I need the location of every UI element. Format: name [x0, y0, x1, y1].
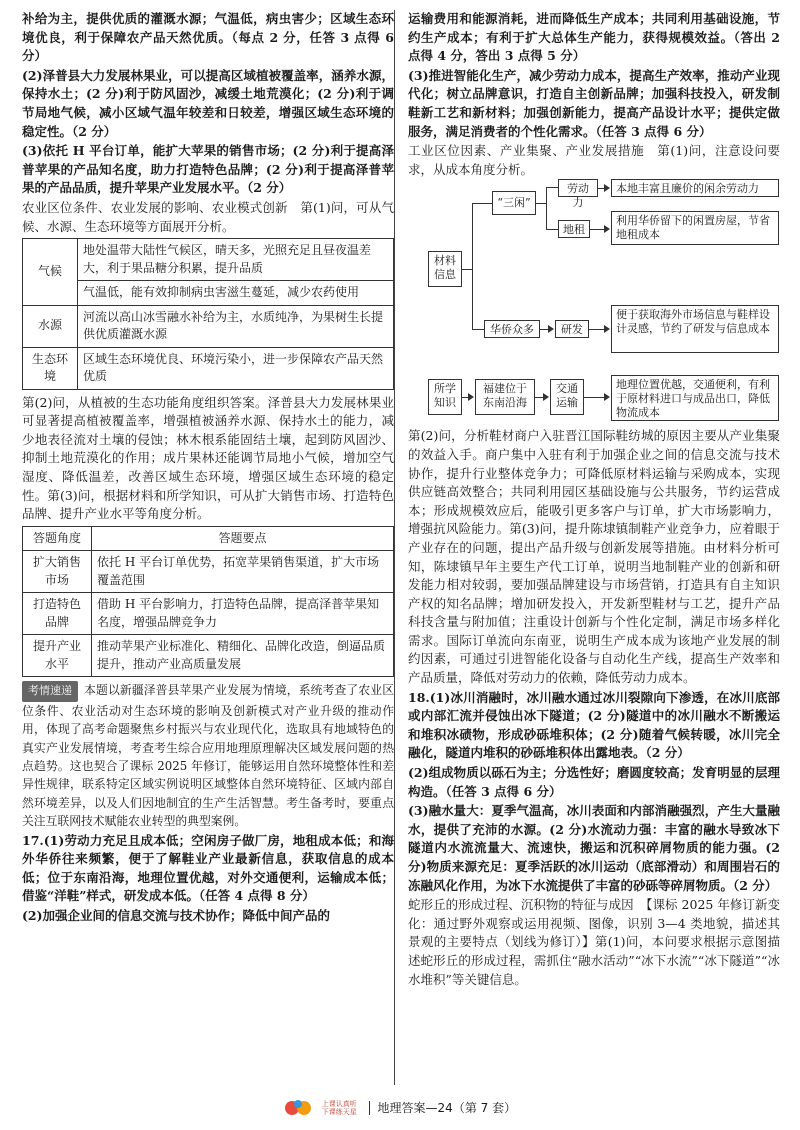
answer-16-2: (2)泽普县大力发展林果业，可以提高区域植被覆盖率，涵养水源，保持水土；(2 分)利于防风固沙，减缓土地荒漠化；(2 分)利于调节局地气候，减小区域气温年较差和日较差，增强区域生态环境的稳定性。（2 分） — [22, 67, 394, 139]
kaoqing-tag: 考情速递 — [22, 681, 78, 701]
slogan-line: 下课练天星 — [321, 1108, 357, 1116]
connector — [472, 203, 473, 329]
connector — [536, 203, 546, 204]
answer-18-1-text: (1)冰川消融时，冰川融水通过冰川裂隙向下渗透，在冰川底部或内部汇流并侵蚀出冰下隧道；(2 分)隧道中的冰川融水不断搬运和堆积冰碛物，形成砂砾堆积体；(2 分)随着气候转暖，冰川完全融化，隧道内堆积的砂砾堆积体出露地表。（2 分） — [408, 689, 780, 761]
answer-18-2: (2)组成物质以砾石为主；分选性好；磨圆度较高；发育明显的层理构造。（任答 3 点得 6 分） — [408, 765, 780, 799]
table-cell: 气温低，能有效抑制病虫害滋生蔓延，减少农药使用 — [78, 281, 394, 306]
answer-18-1 — [408, 689, 780, 763]
transport-box: 交通运输 — [550, 379, 584, 415]
answer-18-3: (3)融水量大：夏季气温高，冰川表面和内部消融强烈，产生大量融水，提供了充沛的水源。(2 分)水流动力强：丰富的融水导致冰下隧道内水流流量大、流速快，搬运和沉积碎屑物质的能力强。(2 分)物质来源充足：夏季活跃的冰川运动（底部滑动）和周围岩石的冻融风化作用，为冰下水流提供了丰富的砂砾等碎屑物质。（2 分） — [408, 803, 780, 893]
sanxian-box: “三闲” — [492, 191, 536, 215]
table-row — [23, 593, 394, 635]
page-footer — [0, 1098, 800, 1118]
table-cell-key: 提升产业水平 — [23, 635, 92, 677]
labor-box: 劳动力 — [558, 179, 598, 197]
right-column — [408, 10, 780, 990]
question-number: 18. — [408, 689, 430, 705]
climate-water-table — [22, 238, 394, 390]
table-cell-key: 气候 — [23, 239, 78, 306]
transport-desc-box: 地理位置优越，交通便利，有利于原材料进口与成品出口，降低物流成本 — [611, 375, 779, 421]
connector — [462, 269, 472, 270]
publisher-slogan — [322, 1100, 357, 1116]
cost-analysis-diagram — [408, 183, 780, 375]
table-header: 答题要点 — [92, 526, 394, 551]
arrow-line — [589, 329, 604, 330]
analysis-18: 蛇形丘的形成过程、沉积物的特征与成因 【课标 2025 年修订新变化：通过野外观察或运用视频、图像，识别 3—4 类地貌，描述其景观的主要特点（划线为修订）】第(1)问，本问要求根据示意图描述蛇形丘的形成过程，需抓住“融水活动”“冰下水流”“冰下隧道”“冰水堆积”等关键信息。 — [408, 897, 780, 987]
table-cell-key: 水源 — [23, 305, 78, 347]
answer-17-2-start: (2)加强企业间的信息交流与技术协作；降低中间产品的 — [22, 907, 331, 923]
table-header-row — [23, 526, 394, 551]
arrow-head — [543, 393, 549, 401]
location-box: 福建位于东南沿海 — [475, 379, 535, 415]
table-cell-key: 生态环境 — [23, 347, 78, 389]
connector — [472, 329, 484, 330]
table-row — [23, 281, 394, 306]
table-row — [23, 239, 394, 281]
column-divider — [394, 10, 395, 1085]
overseas-box: 华侨众多 — [484, 320, 540, 338]
question-number: 17. — [22, 832, 44, 848]
table-cell: 借助 H 平台影响力，打造特色品牌，提高泽普苹果知名度，增强品牌竞争力 — [92, 593, 394, 635]
arrow-line — [540, 329, 548, 330]
answer-16-1-tail: 补给为主，提供优质的灌溉水源；气温低，病虫害少；区域生态环境优良，利于保障农产品天然优质。（每点 2 分，任答 3 点得 6 分） — [22, 11, 394, 64]
answer-17-3: (3)推进智能化生产，减少劳动力成本，提高生产效率，推动产业现代化；树立品牌意识，打造自主创新品牌；加强科技投入，研发制鞋新工艺和新材料；加强创新能力，提高产品设计水平；提供定做服务，满足消费者的个性化需求。（任答 3 点得 6 分） — [408, 67, 780, 139]
arrow-head — [604, 325, 610, 333]
arrow-line — [590, 229, 604, 230]
table-cell-key: 打造特色品牌 — [23, 593, 92, 635]
arrow-head — [604, 225, 610, 233]
table-row — [23, 305, 394, 347]
analysis-heading-16: 农业区位条件、农业发展的影响、农业模式创新 第(1)问，可从气候、水源、生态环境等方面展开分析。 — [22, 199, 394, 234]
knowledge-box: 所学知识 — [428, 379, 462, 415]
connector — [546, 187, 547, 229]
table-row — [23, 551, 394, 593]
answer-17-1-text: (1)劳动力充足且成本低；空闲房子做厂房，地租成本低；和海外华侨往来频繁，便于了解鞋业产业最新信息，获取信息的成本低；位于东南沿海，地理位置优越，对外交通便利，运输成本低；借鉴“洋鞋”样式，研发成本低。（任答 4 点得 8 分） — [22, 832, 394, 904]
table-cell: 区域生态环境优良、环境污染小，进一步保障农产品天然优质 — [78, 347, 394, 389]
table-header: 答题角度 — [23, 526, 92, 551]
table-row — [23, 635, 394, 677]
rent-box: 地租 — [558, 220, 590, 238]
table-cell: 地处温带大陆性气候区，晴天多，光照充足且昼夜温差大，利于果品糖分积累，提升品质 — [78, 239, 394, 281]
table-cell: 推动苹果产业标准化、精细化、品牌化改造，倒逼品质提升，推动产业高质量发展 — [92, 635, 394, 677]
material-box: 材料信息 — [428, 251, 462, 287]
rd-box: 研发 — [555, 320, 589, 338]
page-number: 地理答案—24（第 7 套） — [369, 1101, 517, 1115]
arrow-line — [584, 397, 604, 398]
arrow-head — [604, 184, 610, 192]
table-row — [23, 347, 394, 389]
analysis-17-2-3: 第(2)问，分析鞋材商户入驻晋江国际鞋纺城的原因主要从产业集聚的效益入手。商户集中入驻有利于加强企业之间的信息交流与技术协作，提升行业整体竞争力；可降低原材料运输与采购成本，实现供应链高效整合；共同利用园区基础设施与公共服务，节约运营成本；形成规模效应后，能吸引更多客户与订单，扩大市场影响力，增强抗风险能力。第(3)问，提升陈埭镇制鞋产业竞争力，应着眼于产业存在的问题，提出产品升级与创新发展等措施。由材料分析可知，陈埭镇早年主要生产代工订单，说明当地制鞋产业的创新和研发能力相对较弱，要加强品牌建设与市场营销，打造具有自主知识产权的知名品牌；增加研发投入，开发新型鞋材与工艺，提升产品科技含量与附加值；注重设计创新与个性化定制，满足市场多样化需求。国际订单流向东南亚，说明生产成本成为该地产业发展的制约因素，可通过引进智能化设备与自动化生产线，提高生产效率和产品质量，降低对劳动力的依赖，降低劳动力成本。 — [408, 428, 780, 686]
connector — [546, 229, 558, 230]
answer-17-2-tail: 运输费用和能源消耗，进而降低生产成本；共同利用基础设施，节约生产成本；有利于扩大总体生产能力，获得规模效益。（答出 2 点得 4 分，答出 3 点得 5 分） — [408, 11, 780, 64]
table-cell: 河流以高山冰雪融水补给为主，水质纯净，为果树生长提供优质灌溉水源 — [78, 305, 394, 347]
arrow-head — [548, 325, 554, 333]
arrow-line — [535, 397, 543, 398]
answer-angle-table — [22, 526, 394, 678]
slogan-line: 上课认真听 — [321, 1100, 357, 1108]
analysis-16-2-3: 第(2)问，从植被的生态功能角度组织答案。泽普县大力发展林果业可显著提高植被覆盖率，增强植被涵养水源、保持水土的能力，减少地表径流对土壤的侵蚀；林木根系能固结土壤，起到防风固沙、抑制土地荒漠化的作用；成片果林还能调节局地小气候，增加空气湿度、降低温差，改善区域生态环境，增强区域生态环境的稳定性。第(3)问，根据材料和所学知识，可从扩大销售市场、打造特色品牌、提升产业水平等角度分析。 — [22, 394, 394, 522]
kaoqing-text: 本题以新疆泽普县苹果产业发展为情境，系统考查了农业区位条件、农业活动对生态环境的影响及创新模式对产业升级的推动作用，体现了高考命题聚焦乡村振兴与农业现代化，选取具有地域特色的真实产业发展情境，考查考生综合应用地理原理解决区域发展问题的热点趋势。这也契合了课标 2025 年修订，能够运用自然环境整体性和差异性规律，联系特定区域实例说明区域整体自然环境特征、区域内部自然环境差异，以及人们因地制宜的生产生活智慧。考生备考时，要重点关注互联网技术赋能农业转型的典型案例。 — [22, 683, 394, 829]
left-column — [22, 10, 394, 927]
rd-desc-box: 便于获取海外市场信息与鞋样设计灵感，节约了研发与信息成本 — [611, 305, 779, 353]
kaoqing-block — [22, 681, 394, 830]
arrow-head — [468, 393, 474, 401]
connector — [472, 203, 492, 204]
answer-17-1 — [22, 832, 394, 906]
connector — [546, 187, 558, 188]
labor-desc-box: 本地丰富且廉价的闲余劳动力 — [611, 179, 779, 197]
table-cell: 依托 H 平台订单优势，拓宽苹果销售渠道，扩大市场覆盖范围 — [92, 551, 394, 593]
publisher-logo-icon — [284, 1098, 314, 1118]
rent-desc-box: 利用华侨留下的闲置房屋，节省地租成本 — [611, 211, 779, 245]
knowledge-diagram — [408, 375, 780, 421]
arrow-head — [604, 393, 610, 401]
answer-16-3: (3)依托 H 平台订单，能扩大苹果的销售市场；(2 分)利于提高泽普苹果的产品知名度，助力打造特色品牌；(2 分)利于提高泽普苹果的产品品质，提升苹果产业发展水平。（2 分） — [22, 143, 394, 196]
analysis-heading-17: 工业区位因素、产业集聚、产业发展措施 第(1)问，注意设问要求，从成本角度分析。 — [408, 143, 780, 177]
table-cell-key: 扩大销售市场 — [23, 551, 92, 593]
